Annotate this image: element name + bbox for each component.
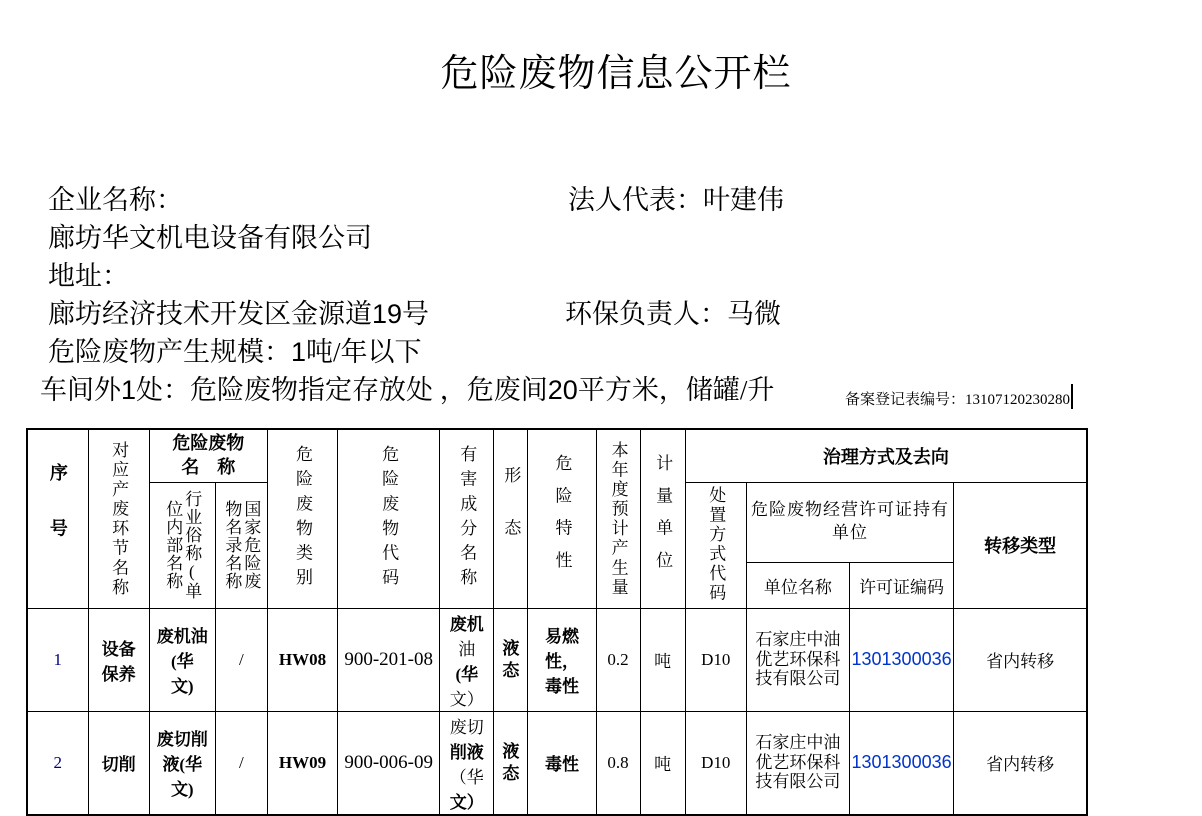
row1-national-name: / [215, 608, 267, 711]
header-license-code: 许可证编码 [849, 562, 953, 608]
address-text: 廊坊经济技术开发区金源道 [48, 299, 372, 329]
header-category: 危险废物类别 [267, 429, 337, 608]
storage-description [40, 376, 774, 406]
header-unit: 计量单位 [640, 429, 685, 608]
header-harmful: 有害成分名称 [440, 429, 494, 608]
row1-hazard: 易燃性， 毒性 [528, 608, 596, 711]
row2-industry-name: 废切削 液(华 文) [149, 711, 215, 815]
waste-scale [48, 338, 422, 368]
scale-suffix: 吨/年以下 [306, 337, 422, 367]
row2-operator: 石家庄中油 优艺环保科 技有限公司 [746, 711, 849, 815]
row2-license: 1301300036 [849, 711, 953, 815]
row2-unit: 吨 [640, 711, 685, 815]
header-process: 对应产废环节名称 [88, 429, 149, 608]
address-value [48, 300, 429, 330]
row2-category: HW09 [267, 711, 337, 815]
header-hazard: 危险特性 [528, 429, 596, 608]
header-waste-name-line2: 名 称 [181, 456, 236, 477]
record-number-label: 备案登记表编号： [845, 392, 966, 408]
row2-harmful: 废切 削液 （华 文） [440, 711, 494, 815]
company-name-label: 企业名称： [48, 185, 183, 215]
row2-seq: 2 [27, 711, 88, 815]
row1-operator: 石家庄中油 优艺环保科 技有限公司 [746, 608, 849, 711]
row1-unit: 吨 [640, 608, 685, 711]
storage-text-2: 处：危险废物指定存放处 ，危废间 [136, 375, 548, 405]
address-number: 19 [372, 299, 403, 329]
header-national-name: 国家危险废物名录名称 [215, 482, 267, 608]
row2-hazard: 毒性 [528, 711, 596, 815]
row1-form: 液态 [494, 608, 528, 711]
page-title: 危险废物信息公开栏 [440, 53, 792, 95]
row2-disposal: D10 [685, 711, 746, 815]
header-industry-name: 行业俗称(单位内部名称 [149, 482, 215, 608]
row2-national-name: / [215, 711, 267, 815]
row2-transfer: 省内转移 [954, 711, 1087, 815]
table-row [27, 711, 1087, 815]
header-transfer-type: 转移类型 [954, 482, 1087, 608]
storage-number-1: 1 [121, 375, 137, 405]
scale-number: 1 [291, 337, 307, 367]
storage-text-1: 车间外 [40, 375, 121, 405]
header-code: 危险废物代码 [338, 429, 440, 608]
address-suffix: 号 [402, 299, 430, 329]
legal-representative: 法人代表：叶建伟 [568, 185, 784, 215]
row2-code: 900-006-09 [338, 711, 440, 815]
row2-process: 切削 [88, 711, 149, 815]
hazardous-waste-table [26, 428, 1088, 816]
row1-code: 900-201-08 [338, 608, 440, 711]
row2-form: 液态 [494, 711, 528, 815]
row1-annual: 0.2 [596, 608, 640, 711]
table-row [27, 608, 1087, 711]
header-unit-name: 单位名称 [746, 562, 849, 608]
row1-process: 设备 保养 [88, 608, 149, 711]
header-annual: 本年度预计产生量 [596, 429, 640, 608]
row1-transfer: 省内转移 [954, 608, 1087, 711]
env-officer: 环保负责人：马微 [565, 299, 781, 329]
header-form: 形态 [494, 429, 528, 608]
address-label: 地址： [48, 261, 129, 291]
header-treatment-group: 治理方式及去向 [685, 429, 1087, 482]
text-cursor [1071, 384, 1073, 409]
row1-industry-name: 废机油 (华 文) [149, 608, 215, 711]
row1-category: HW08 [267, 608, 337, 711]
row1-seq: 1 [27, 608, 88, 711]
header-waste-name-group [149, 429, 267, 482]
row1-disposal: D10 [685, 608, 746, 711]
header-waste-name-line1: 危险废物 [172, 433, 245, 454]
scale-label: 危险废物产生规模： [48, 337, 291, 367]
record-number-field[interactable] [845, 384, 1073, 409]
row1-license: 1301300036 [849, 608, 953, 711]
row1-harmful: 废机 油 (华 文） [440, 608, 494, 711]
row2-annual: 0.8 [596, 711, 640, 815]
storage-number-2: 20 [547, 375, 578, 405]
header-seq: 序号 [27, 429, 88, 608]
header-license-holder: 危险废物经营许可证持有单位 [746, 482, 953, 562]
record-number-value: 13107120230280 [965, 392, 1071, 408]
storage-text-3: 平方米，储罐/升 [577, 375, 775, 405]
company-name: 廊坊华文机电设备有限公司 [48, 223, 372, 253]
header-disposal-code: 处置方式代码 [685, 482, 746, 608]
